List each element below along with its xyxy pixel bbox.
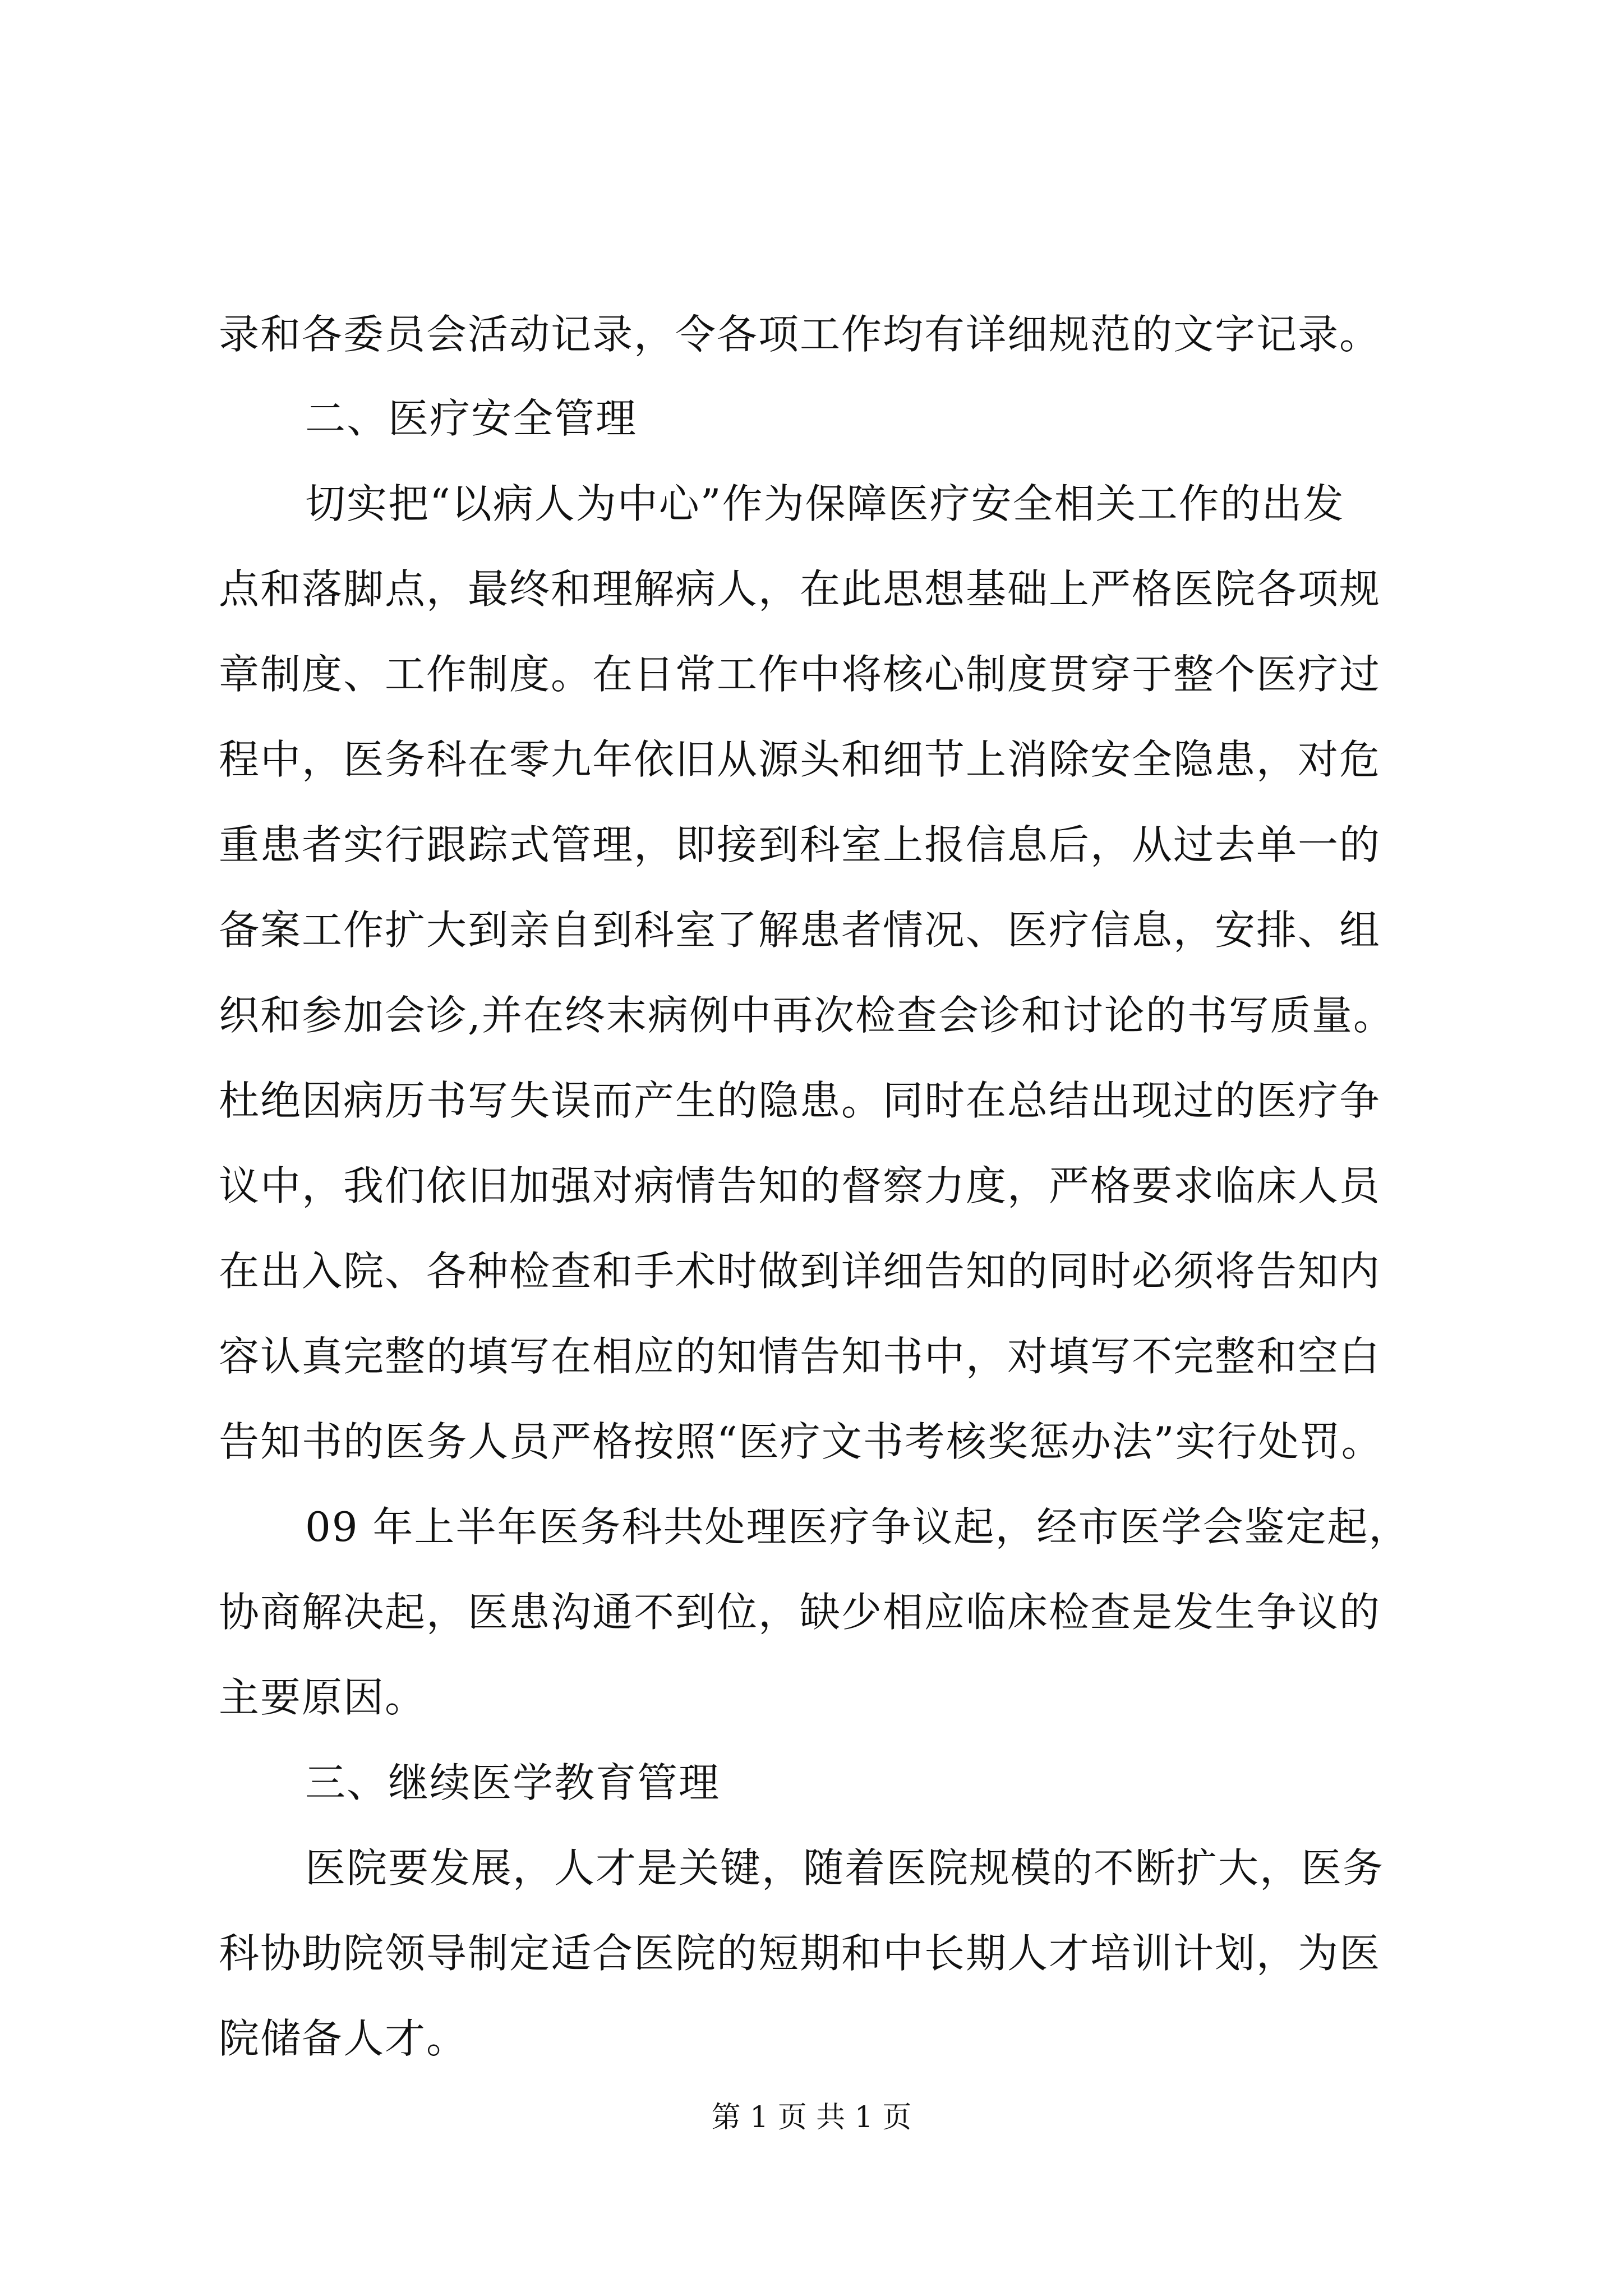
- body-line: 科协助院领导制定适合医院的短期和中长期人才培训计划，为医: [219, 1930, 1381, 1977]
- body-line: 切实把“以病人为中心”作为保障医疗安全相关工作的出发: [305, 480, 1345, 527]
- body-line: 重患者实行跟踪式管理，即接到科室上报信息后，从过去单一的: [219, 821, 1381, 868]
- body-line: 织和参加会诊,并在终末病例中再次检查会诊和讨论的书写质量。: [219, 992, 1395, 1039]
- body-line: 容认真完整的填写在相应的知情告知书中，对填写不完整和空白: [219, 1333, 1381, 1380]
- body-line: 程中，医务科在零九年依旧从源头和细节上消除安全隐患，对危: [219, 736, 1381, 783]
- section-heading: 三、继续医学教育管理: [305, 1759, 721, 1806]
- body-line: 医院要发展，人才是关键，随着医院规模的不断扩大，医务: [305, 1844, 1385, 1892]
- body-line: 院储备人才。: [219, 2015, 468, 2062]
- body-line: 章制度、工作制度。在日常工作中将核心制度贯穿于整个医疗过: [219, 651, 1381, 698]
- body-line: 议中，我们依旧加强对病情告知的督察力度，严格要求临床人员: [219, 1162, 1381, 1209]
- body-line: 点和落脚点，最终和理解病人，在此思想基础上严格医院各项规: [219, 565, 1381, 613]
- body-line: 备案工作扩大到亲自到科室了解患者情况、医疗信息，安排、组: [219, 907, 1381, 954]
- body-line: 协商解决起，医患沟通不到位，缺少相应临床检查是发生争议的: [219, 1589, 1381, 1636]
- body-line: 在出入院、各种检查和手术时做到详细告知的同时必须将告知内: [219, 1248, 1381, 1295]
- section-heading: 二、医疗安全管理: [305, 395, 638, 442]
- body-line: 告知书的医务人员严格按照“医疗文书考核奖惩办法”实行处罚。: [219, 1418, 1383, 1465]
- body-line: 09 年上半年医务科共处理医疗争议起，经市医学会鉴定起，: [305, 1503, 1410, 1550]
- body-line: 杜绝因病历书写失误而产生的隐患。同时在总结出现过的医疗争: [219, 1077, 1381, 1124]
- page-footer: 第 1 页 共 1 页: [711, 2101, 912, 2134]
- body-line: 录和各委员会活动记录，令各项工作均有详细规范的文字记录。: [219, 311, 1381, 358]
- body-line: 主要原因。: [219, 1674, 427, 1721]
